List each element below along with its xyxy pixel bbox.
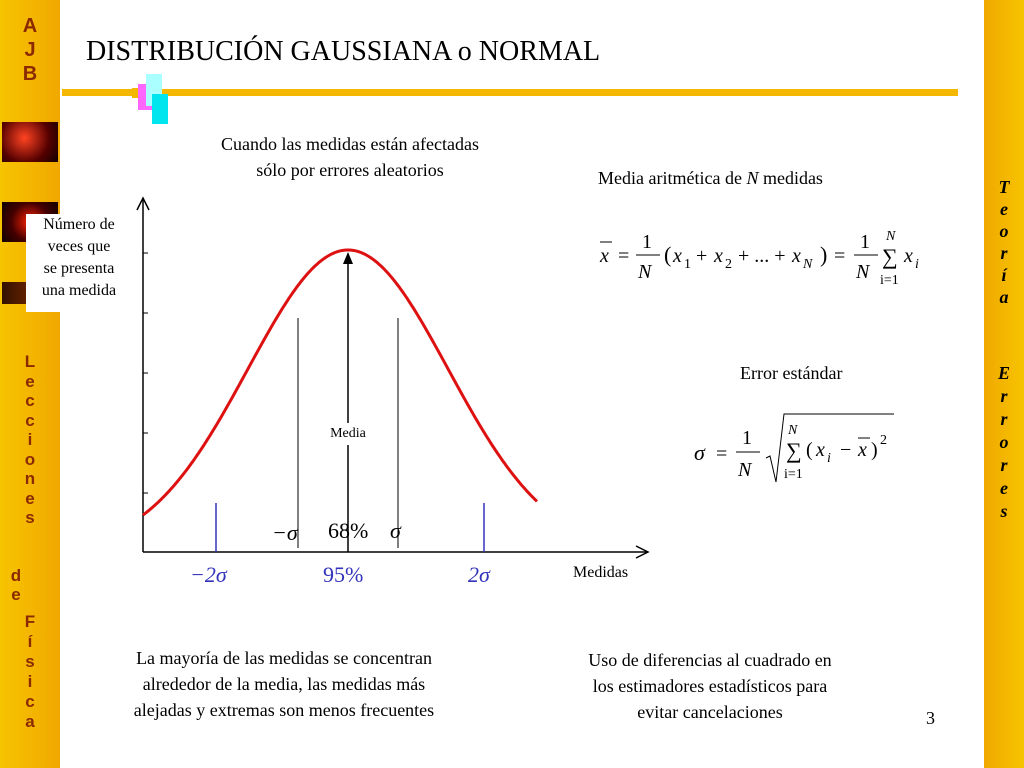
mean-arrow-head (343, 252, 353, 264)
mean-one: 1 (642, 231, 652, 253)
sidebar-word-fisica: F í s i c a (24, 612, 36, 731)
mean-eq2: = (834, 245, 846, 267)
plus-sigma-label: σ (390, 518, 401, 543)
std-power: 2 (880, 433, 887, 448)
mean-sub1: 1 (684, 257, 691, 272)
std-sum-top: N (788, 423, 798, 438)
std-lhs: σ (694, 440, 705, 465)
mean-xn: x (792, 245, 801, 267)
sidebar-word-lecciones: L e c c i o n e s (24, 352, 36, 527)
x-axis-label: Medidas (573, 564, 629, 581)
gaussian-curve (143, 250, 537, 515)
mean-formula (590, 222, 950, 294)
sidebar-word-errores: E r r o r e s (997, 363, 1010, 521)
std-n: N (738, 459, 752, 481)
std-heading: Error estándar (740, 363, 843, 383)
plus-2sigma-label: 2σ (468, 562, 490, 587)
std-one: 1 (742, 427, 752, 449)
mean-x1: x (673, 245, 682, 267)
std-subi: i (827, 451, 831, 466)
logo-ajb: A J B (22, 15, 38, 85)
mean-n: N (638, 261, 652, 283)
mean-sum-top: N (886, 229, 896, 244)
mean-xi: x (904, 245, 913, 267)
caption-top: Cuando las medidas están afectadas sólo por errores aleatorios (221, 134, 479, 180)
pct-68-label: 68% (328, 518, 369, 543)
sidebar-word-teoria: T e o r í a (998, 177, 1010, 307)
caption-bottom-right: Uso de diferencias al cuadrado en los estimadores estadísticos para evitar cancelaciones (588, 650, 832, 722)
caption-bottom-left: La mayoría de las medidas se concentran alrededor de la media, las medidas más alejadas y extremas son menos frecuentes (133, 648, 435, 720)
std-minus: − (840, 439, 852, 461)
std-sum-bottom: i=1 (784, 467, 803, 482)
mean-plus1: + (696, 245, 708, 267)
mean-sub2: 2 (725, 257, 732, 272)
mean-one2: 1 (860, 231, 870, 253)
std-eq: = (716, 443, 728, 465)
std-sum: ∑ (786, 438, 802, 463)
minus-sigma-label: −σ (272, 520, 298, 545)
mean-lhs: x (600, 245, 609, 267)
mean-plus2: + ... + (738, 245, 786, 267)
std-xi: x (816, 439, 825, 461)
mean-eq: = (618, 245, 630, 267)
minus-2sigma-label: −2σ (190, 562, 227, 587)
media-label: Media (320, 423, 376, 445)
mean-paren-close: ) (820, 242, 828, 267)
page-number: 3 (926, 708, 935, 728)
mean-paren-open: ( (664, 242, 672, 267)
mean-sum: ∑ (882, 244, 898, 269)
mean-subi: i (915, 257, 919, 272)
mean-n2: N (856, 261, 870, 283)
std-x: x (858, 439, 867, 461)
mean-subn: N (803, 257, 813, 272)
sidebar-word-de: d e (10, 566, 22, 604)
std-formula (690, 408, 910, 492)
pct-95-label: 95% (323, 562, 364, 587)
page-title: DISTRIBUCIÓN GAUSSIANA o NORMAL (86, 36, 601, 67)
mean-x2: x (714, 245, 723, 267)
std-paren-close: ) (871, 439, 878, 461)
mean-sum-bottom: i=1 (880, 273, 899, 288)
y-axis-label: Número de veces que se presenta una medida (26, 214, 132, 312)
std-paren-open: ( (806, 439, 813, 461)
mean-heading: Media aritmética de N medidas (598, 168, 823, 188)
